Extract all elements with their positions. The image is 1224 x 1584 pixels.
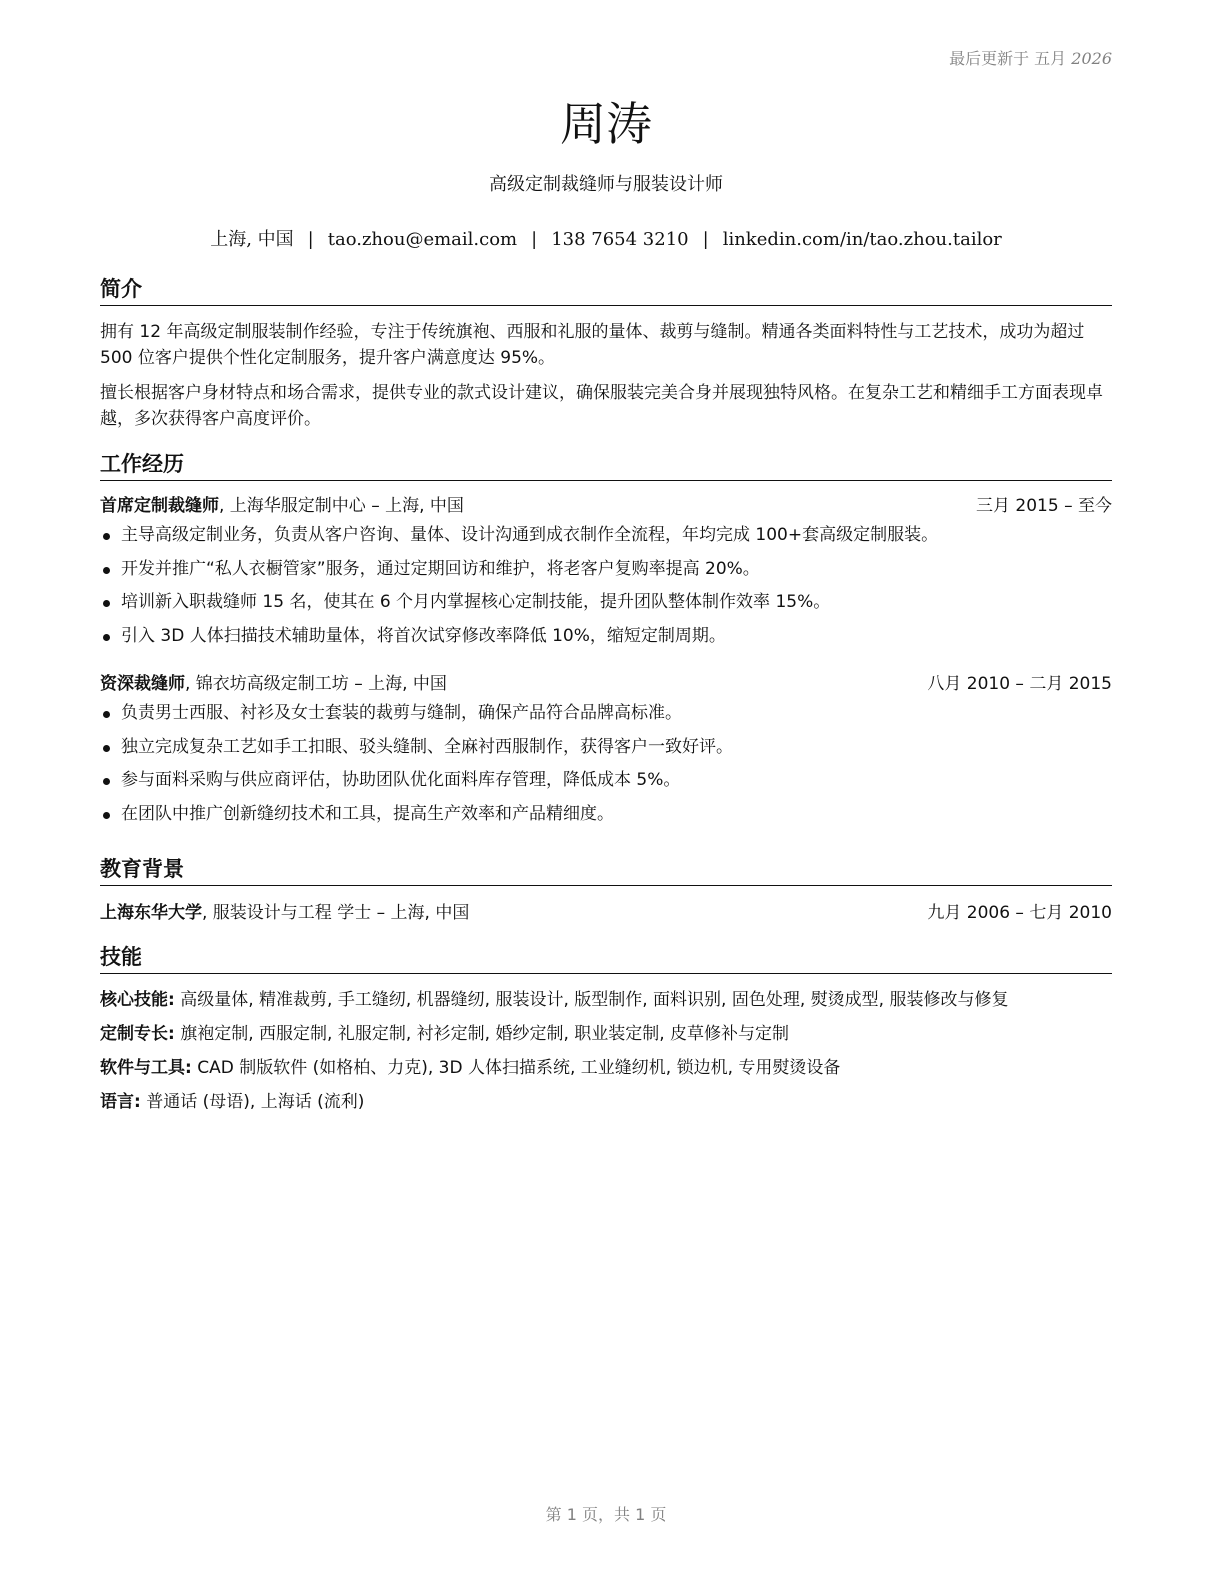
- skill-line: [100, 1021, 1112, 1047]
- bullet-dot-icon: [103, 567, 110, 574]
- list-item: 引入 3D 人体扫描技术辅助量体，将首次试穿修改率降低 10%，缩短定制周期。: [100, 620, 1112, 654]
- bullet-dot-icon: [103, 600, 110, 607]
- section-heading-experience: 工作经历: [100, 451, 1112, 481]
- section-heading-skills: 技能: [100, 944, 1112, 974]
- job-role: 资深裁缝师: [100, 674, 185, 694]
- section-heading-education: 教育背景: [100, 856, 1112, 886]
- skill-label: 核心技能:: [100, 990, 175, 1010]
- last-updated-prefix: 最后更新于 五月: [949, 49, 1067, 68]
- list-item: 负责男士西服、衬衫及女士套装的裁剪与缝制，确保产品符合品牌高标准。: [100, 697, 1112, 731]
- contact-email[interactable]: tao.zhou@email.com: [327, 229, 518, 250]
- summary-paragraph: 擅长根据客户身材特点和场合需求，提供专业的款式设计建议，确保服装完美合身并展现独特风格。在复杂工艺和精细手工方面表现卓越，多次获得客户高度评价。: [100, 383, 1103, 429]
- contact-separator: |: [702, 229, 709, 250]
- list-item: 培训新入职裁缝师 15 名，使其在 6 个月内掌握核心定制技能，提升团队整体制作效率 15%。: [100, 586, 1112, 620]
- resume-page: [100, 0, 1112, 1584]
- list-item: 在团队中推广创新缝纫技术和工具，提高生产效率和产品精细度。: [100, 798, 1112, 832]
- contact-line: [100, 225, 1112, 251]
- skill-line: [100, 987, 1112, 1013]
- candidate-name: 周涛: [560, 97, 652, 151]
- page-footer: 第 1 页，共 1 页: [545, 1505, 667, 1524]
- skill-line: [100, 1055, 1112, 1081]
- education-detail: , 服装设计与工程 学士 – 上海, 中国: [202, 903, 470, 923]
- list-item: 主导高级定制业务，负责从客户咨询、量体、设计沟通到成衣制作全流程，年均完成 100+套高级定制服装。: [100, 519, 1112, 553]
- list-item: 参与面料采购与供应商评估，协助团队优化面料库存管理，降低成本 5%。: [100, 764, 1112, 798]
- job-date: 八月 2010 – 二月 2015: [927, 674, 1112, 694]
- education-entry: [100, 900, 1112, 926]
- bullet-dot-icon: [103, 634, 110, 641]
- skill-label: 语言:: [100, 1092, 141, 1112]
- skill-value: CAD 制版软件 (如格柏、力克), 3D 人体扫描系统, 工业缝纫机, 锁边机, 专用熨烫设备: [191, 1058, 841, 1078]
- education-date: 九月 2006 – 七月 2010: [927, 903, 1112, 923]
- skill-value: 旗袍定制, 西服定制, 礼服定制, 衬衫定制, 婚纱定制, 职业装定制, 皮草修补与定制: [174, 1024, 790, 1044]
- last-updated-year: 2026: [1071, 49, 1112, 68]
- skill-value: 高级量体, 精准裁剪, 手工缝纫, 机器缝纫, 服装设计, 版型制作, 面料识别, 固色处理, 熨烫成型, 服装修改与修复: [174, 990, 1009, 1010]
- bullet-dot-icon: [103, 778, 110, 785]
- candidate-title: 高级定制裁缝师与服装设计师: [489, 174, 723, 195]
- bullet-dot-icon: [103, 745, 110, 752]
- contact-separator: |: [307, 229, 314, 250]
- last-updated: [949, 46, 1112, 69]
- experience-section: [100, 451, 1112, 831]
- section-heading-summary: 简介: [100, 276, 1112, 306]
- job-org: , 上海华服定制中心 – 上海, 中国: [219, 496, 464, 516]
- job-date: 三月 2015 – 至今: [976, 496, 1112, 516]
- job-entry: [100, 493, 1112, 653]
- summary-paragraph: 拥有 12 年高级定制服装制作经验，专注于传统旗袍、西服和礼服的量体、裁剪与缝制。精通各类面料特性与工艺技术，成功为超过 500 位客户提供个性化定制服务，提升客户满意度达 95%。: [100, 322, 1085, 368]
- skill-line: [100, 1089, 1112, 1115]
- list-item: 开发并推广“私人衣橱管家”服务，通过定期回访和维护，将老客户复购率提高 20%。: [100, 553, 1112, 587]
- job-bullets: [100, 697, 1112, 831]
- bullet-dot-icon: [103, 533, 110, 540]
- skill-label: 定制专长:: [100, 1024, 175, 1044]
- job-header: [100, 493, 1112, 519]
- contact-separator: |: [531, 229, 538, 250]
- job-org: , 锦衣坊高级定制工坊 – 上海, 中国: [185, 674, 447, 694]
- skill-label: 软件与工具:: [100, 1058, 192, 1078]
- list-item: 独立完成复杂工艺如手工扣眼、驳头缝制、全麻衬西服制作，获得客户一致好评。: [100, 731, 1112, 765]
- job-bullets: [100, 519, 1112, 653]
- education-school: 上海东华大学: [100, 903, 202, 923]
- summary-section: [100, 276, 1112, 432]
- contact-location: 上海, 中国: [210, 229, 294, 250]
- skills-section: [100, 944, 1112, 1115]
- job-role: 首席定制裁缝师: [100, 496, 219, 516]
- job-entry: [100, 671, 1112, 831]
- contact-linkedin[interactable]: linkedin.com/in/tao.zhou.tailor: [722, 229, 1002, 250]
- bullet-dot-icon: [103, 812, 110, 819]
- contact-phone: 138 7654 3210: [551, 229, 689, 250]
- education-section: [100, 856, 1112, 926]
- job-header: [100, 671, 1112, 697]
- bullet-dot-icon: [103, 711, 110, 718]
- skill-value: 普通话 (母语), 上海话 (流利): [140, 1092, 365, 1112]
